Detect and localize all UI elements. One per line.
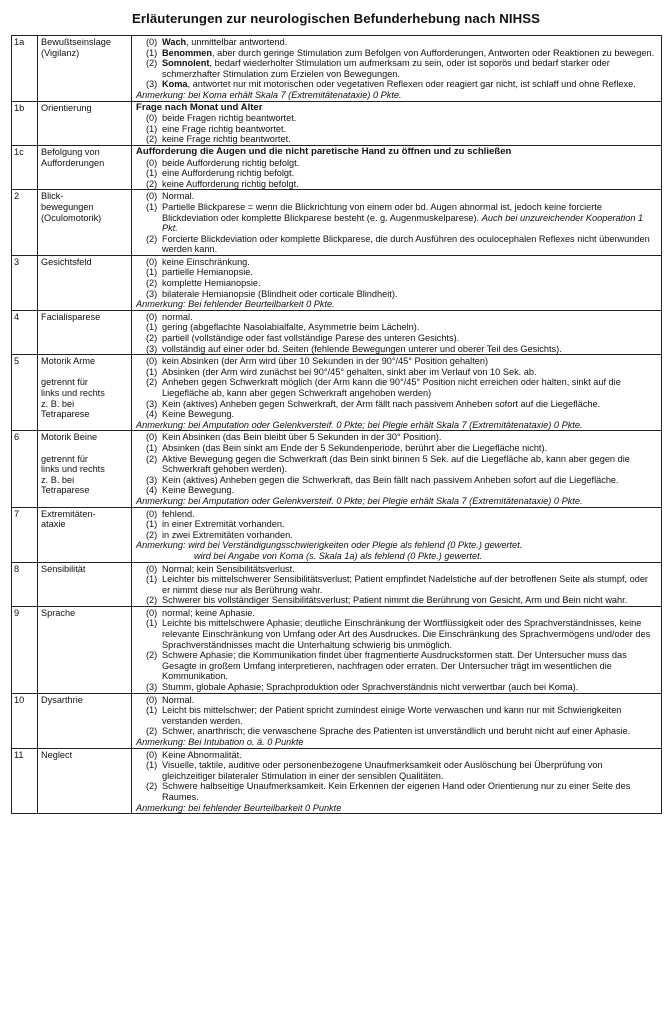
score-code: (2) <box>146 233 158 244</box>
score-code: (3) <box>146 288 158 299</box>
score-option <box>146 409 658 420</box>
score-code: (0) <box>146 191 158 202</box>
label-spacer <box>41 367 128 378</box>
label-line: Motorik Beine <box>41 432 98 443</box>
score-description <box>162 409 658 420</box>
score-description <box>162 443 658 454</box>
score-description <box>162 202 658 234</box>
item-content <box>132 431 662 507</box>
score-text: vollständig auf einer oder bd. Seiten (fehlende Bewegungen unterer und oberer Teil des Gesichts). <box>162 343 562 354</box>
score-text: Schwerer bis vollständiger Sensibilitätsverlust; Patient nimmt die Berührung von Gesicht, Arm und Bein nicht wahr. <box>162 595 628 606</box>
score-option <box>146 367 658 378</box>
score-keyword: Benommen <box>162 47 213 58</box>
score-code: (2) <box>146 58 158 69</box>
item-number: 10 <box>12 693 38 748</box>
score-code: (2) <box>146 529 158 540</box>
score-code: (3) <box>146 79 158 90</box>
score-text: keine Aufforderung richtig befolgt. <box>162 178 299 189</box>
item-number: 2 <box>12 190 38 256</box>
score-text: normal. <box>162 311 193 322</box>
score-text: , bedarf wiederholter Stimulation um aufmerksam zu sein, oder ist soporös und bedarf starker oder schmerzhafter Stimulation zum Erzielen von Bewegungen. <box>162 58 610 79</box>
item-content <box>132 145 662 189</box>
score-text: beide Aufforderung richtig befolgt. <box>162 157 300 168</box>
score-code: (2) <box>146 178 158 189</box>
score-option <box>146 191 658 202</box>
score-description <box>162 257 658 268</box>
score-text: fehlend. <box>162 508 195 519</box>
score-description <box>162 37 658 48</box>
score-text: Schwer, anarthrisch; die verwaschene Sprache des Patienten ist unverständlich und beruht nicht auf einer Aphasie. <box>162 726 631 737</box>
score-code: (2) <box>146 453 158 464</box>
score-text: Leichter bis mittelschwerer Sensibilitätsverlust; Patient empfindet Nadelstiche auf der betroffenen Seite als stumpf, oder er nimmt diese nur als Berührung wahr. <box>162 574 648 595</box>
score-description <box>162 168 658 179</box>
score-code: (1) <box>146 705 158 716</box>
score-code: (0) <box>146 563 158 574</box>
score-description <box>162 377 658 398</box>
score-code: (4) <box>146 409 158 420</box>
score-code: (3) <box>146 343 158 354</box>
label-line: Dysarthrie <box>41 694 83 705</box>
table-row <box>12 693 662 748</box>
score-option <box>146 158 658 169</box>
score-description <box>162 113 658 124</box>
score-text: eine Aufforderung richtig befolgt. <box>162 168 295 179</box>
score-description <box>162 158 658 169</box>
label-line: getrennt für <box>41 453 88 464</box>
score-code: (0) <box>146 311 158 322</box>
score-option <box>146 113 658 124</box>
item-content <box>132 255 662 310</box>
score-text: bilaterale Hemianopsie (Blindheit oder corticale Blindheit). <box>162 288 398 299</box>
score-description <box>162 312 658 323</box>
score-option <box>146 760 658 781</box>
item-label <box>38 101 132 145</box>
score-code: (2) <box>146 333 158 344</box>
score-option <box>146 608 658 619</box>
score-keyword: Koma <box>162 79 188 90</box>
table-row <box>12 431 662 507</box>
score-description <box>162 781 658 802</box>
label-line: Aufforderungen <box>41 157 105 168</box>
label-line: Orientierung <box>41 102 92 113</box>
score-code: (3) <box>146 682 158 693</box>
score-description <box>162 519 658 530</box>
score-keyword: Somnolent <box>162 58 210 69</box>
score-text: Normal; kein Sensibilitätsverlust. <box>162 563 295 574</box>
table-row <box>12 36 662 102</box>
score-code: (1) <box>146 519 158 530</box>
score-text: in einer Extremität vorhanden. <box>162 519 285 530</box>
score-option <box>146 344 658 355</box>
score-description <box>162 650 658 682</box>
score-description <box>162 356 658 367</box>
table-row <box>12 255 662 310</box>
label-line: (Oculomotorik) <box>41 212 102 223</box>
table-row <box>12 606 662 693</box>
score-option <box>146 322 658 333</box>
annotation-note: Anmerkung: Bei fehlender Beurteilbarkeit 0 Pkte. <box>136 299 335 310</box>
score-code: (0) <box>146 749 158 760</box>
score-code: (2) <box>146 134 158 145</box>
score-text: Kein Absinken (das Bein bleibt über 5 Sekunden in der 30° Position). <box>162 432 442 443</box>
score-description <box>162 574 658 595</box>
score-description <box>162 726 658 737</box>
label-line: ataxie <box>41 519 66 530</box>
item-label <box>38 190 132 256</box>
score-code: (1) <box>146 322 158 333</box>
item-content <box>132 693 662 748</box>
score-code: (0) <box>146 113 158 124</box>
score-option <box>146 750 658 761</box>
table-row <box>12 310 662 354</box>
label-line: (Vigilanz) <box>41 47 80 58</box>
score-description <box>162 564 658 575</box>
score-text: keine Einschränkung. <box>162 256 250 267</box>
item-label <box>38 145 132 189</box>
score-description <box>162 322 658 333</box>
score-text: , antwortet nur mit motorischen oder vegetativen Reflexen oder reagiert gar nicht, ist schlaff und ohne Reflexe. <box>187 79 636 90</box>
label-line: Blick- <box>41 191 64 202</box>
item-content <box>132 562 662 606</box>
score-code: (4) <box>146 485 158 496</box>
item-number: 11 <box>12 748 38 814</box>
nihss-table <box>11 35 662 814</box>
item-number: 1c <box>12 145 38 189</box>
score-code: (0) <box>146 37 158 47</box>
score-description <box>162 695 658 706</box>
item-label <box>38 355 132 431</box>
score-code: (0) <box>146 256 158 267</box>
item-content <box>132 355 662 431</box>
label-line: Tetraparese <box>41 409 90 420</box>
score-text: , aber durch geringe Stimulation zum Befolgen von Aufforderungen, Antworten oder Reaktionen zu bewegen. <box>212 47 655 58</box>
score-description <box>162 191 658 202</box>
annotation-note: Anmerkung: Bei Intubation o. ä. 0 Punkte <box>136 737 304 747</box>
score-code: (1) <box>146 201 158 212</box>
score-description <box>162 289 658 300</box>
score-text: keine Frage richtig beantwortet. <box>162 134 291 145</box>
item-number: 1a <box>12 36 38 102</box>
score-option <box>146 595 658 606</box>
score-text: komplette Hemianopsie. <box>162 278 261 289</box>
item-label <box>38 748 132 814</box>
score-description <box>162 475 658 486</box>
score-code: (1) <box>146 267 158 278</box>
score-text: Leicht bis mittelschwer; der Patient spricht zumindest einige Worte verwaschen und kann nur mit Schwierigkeiten verstanden werden. <box>162 705 622 726</box>
score-text: eine Frage richtig beantwortet. <box>162 123 287 134</box>
score-text: Keine Bewegung. <box>162 409 235 420</box>
item-content <box>132 36 662 102</box>
annotation-note: Anmerkung: bei Koma erhält Skala 7 (Extremitätenataxie) 0 Pkte. <box>136 89 402 100</box>
score-text: Visuelle, taktile, auditive oder personenbezogene Unaufmerksamkeit oder Auslöschung bei Überprüfung von gleichzeitiger bilateraler Stimulation in einer der sensiblen Qualitäten. <box>162 760 603 781</box>
score-option <box>146 475 658 486</box>
score-option <box>146 377 658 398</box>
score-option <box>146 234 658 255</box>
score-option <box>146 695 658 706</box>
annotation-note: Anmerkung: bei Amputation oder Gelenkversteif. 0 Pkte; bei Plegie erhält Skala 7 (Extremitätenataxie) 0 Pkte. <box>136 495 583 506</box>
item-number: 3 <box>12 255 38 310</box>
score-option <box>146 37 658 48</box>
score-option <box>146 356 658 367</box>
score-code: (3) <box>146 474 158 485</box>
score-code: (0) <box>146 694 158 705</box>
score-text: Normal. <box>162 191 195 202</box>
score-option <box>146 432 658 443</box>
label-line: z. B. bei <box>41 474 75 485</box>
score-description <box>162 79 658 90</box>
score-description <box>162 278 658 289</box>
score-text: kein Absinken (der Arm wird über 10 Sekunden in der 90°/45° Position gehalten) <box>162 356 489 367</box>
score-code: (2) <box>146 377 158 388</box>
score-text: Kein (aktives) Anheben gegen Schwerkraft, der Arm fällt nach passivem Anheben sofort auf die Liegefläche. <box>162 398 601 409</box>
score-text: gering (abgeflachte Nasolabialfalte, Asymmetrie beim Lächeln). <box>162 322 420 333</box>
score-text: Kein (aktives) Anheben gegen die Schwerkraft, das Bein fällt nach passivem Anheben sofort auf die Liegefläche. <box>162 474 619 485</box>
score-description <box>162 124 658 135</box>
label-line: Extremitäten- <box>41 508 96 519</box>
score-code: (1) <box>146 47 158 58</box>
score-text: , unmittelbar antwortend. <box>186 37 288 47</box>
annotation-note: Anmerkung: wird bei Verständigungsschwierigkeiten oder Plegie als fehlend (0 Pkte.) gewertet. <box>136 540 523 551</box>
page-title: Erläuterungen zur neurologischen Befunderhebung nach NIHSS <box>131 11 541 26</box>
score-keyword: Wach <box>162 37 187 47</box>
score-option <box>146 574 658 595</box>
score-description <box>162 509 658 520</box>
label-line: Gesichtsfeld <box>41 256 92 267</box>
score-code: (1) <box>146 123 158 134</box>
score-code: (2) <box>146 278 158 289</box>
item-content <box>132 748 662 814</box>
item-number: 5 <box>12 355 38 431</box>
score-option <box>146 58 658 79</box>
label-line: bewegungen <box>41 201 94 212</box>
label-line: Sensibilität <box>41 563 86 574</box>
label-line: links und rechts <box>41 464 105 475</box>
score-description <box>162 234 658 255</box>
item-content <box>132 101 662 145</box>
table-row <box>12 145 662 189</box>
table-row <box>12 355 662 431</box>
item-label <box>38 36 132 102</box>
item-number: 7 <box>12 507 38 562</box>
score-description <box>162 608 658 619</box>
score-description <box>162 595 658 606</box>
score-option <box>146 289 658 300</box>
label-line: Facialisparese <box>41 311 101 322</box>
score-code: (1) <box>146 760 158 771</box>
item-label <box>38 693 132 748</box>
score-option <box>146 333 658 344</box>
score-text: partiell (vollständige oder fast vollständige Parese des unteren Gesichts). <box>162 333 460 344</box>
score-text: Partielle Blickparese = wenn die Blickrichtung von einem oder bd. Augen abnormal ist, jedoch keine forcierte Blickdeviation oder komplette Blickparese besteht (e. g. Augenmuskelparese). <box>162 201 602 223</box>
score-text: Aktive Bewegung gegen die Schwerkraft (das Bein sinkt binnen 5 Sek. auf die Liegefläche ab, kann aber gegen die Schwerkraft gehoben werden). <box>162 453 630 475</box>
score-option <box>146 48 658 59</box>
label-line: getrennt für <box>41 377 88 388</box>
label-line: Motorik Arme <box>41 356 96 367</box>
score-description <box>162 58 658 79</box>
score-option <box>146 124 658 135</box>
score-description <box>162 760 658 781</box>
score-text: Leichte bis mittelschwere Aphasie; deutliche Einschränkung der Wortflüssigkeit oder des Sprachverständnisses, keine relevante Einschränkung von Umfang oder Art des Ausdruckes. Die Einschränkung des Sprachvermögens und/oder des Sprachverständnisses macht die Unterhaltung schwierig bis unmöglich. <box>162 618 651 650</box>
score-code: (1) <box>146 618 158 629</box>
item-content <box>132 310 662 354</box>
score-option <box>146 509 658 520</box>
score-option <box>146 168 658 179</box>
item-content <box>132 507 662 562</box>
item-number: 9 <box>12 606 38 693</box>
score-option <box>146 485 658 496</box>
score-option <box>146 726 658 737</box>
score-description <box>162 750 658 761</box>
score-option <box>146 79 658 90</box>
score-option <box>146 530 658 541</box>
table-row <box>12 507 662 562</box>
score-code: (1) <box>146 442 158 453</box>
score-description <box>162 367 658 378</box>
score-text: Stumm, globale Aphasie; Sprachproduktion oder Sprachverständnis nicht verwertbar (auch bei Koma). <box>162 682 579 693</box>
score-text: Keine Bewegung. <box>162 485 235 496</box>
score-code: (2) <box>146 595 158 606</box>
item-number: 4 <box>12 310 38 354</box>
item-label <box>38 431 132 507</box>
table-row <box>12 101 662 145</box>
score-description <box>162 333 658 344</box>
score-description <box>162 432 658 443</box>
score-code: (1) <box>146 574 158 585</box>
score-description <box>162 179 658 190</box>
score-option <box>146 519 658 530</box>
score-description <box>162 134 658 145</box>
annotation-note: wird bei Angabe von Koma (s. Skala 1a) als fehlend (0 Pkte.) gewertet. <box>194 550 483 561</box>
score-code: (2) <box>146 781 158 792</box>
score-inline-note: Auch bei unzureichender Kooperation 1 Pkt. <box>162 212 644 234</box>
score-code: (1) <box>146 366 158 377</box>
item-number: 1b <box>12 101 38 145</box>
score-option <box>146 618 658 650</box>
label-line: z. B. bei <box>41 398 75 409</box>
score-option <box>146 682 658 693</box>
score-code: (0) <box>146 157 158 168</box>
item-label <box>38 310 132 354</box>
score-description <box>162 618 658 650</box>
score-option <box>146 443 658 454</box>
item-content <box>132 190 662 256</box>
item-number: 6 <box>12 431 38 507</box>
item-label <box>38 562 132 606</box>
score-text: Forcierte Blickdeviation oder komplette Blickparese, die durch Ausführen des oculocephalen Reflexes nicht überwunden werden kann. <box>162 233 650 255</box>
table-row <box>12 748 662 814</box>
score-text: Absinken (das Bein sinkt am Ende der 5 Sekundenperiode, berührt aber die Liegefläche nicht). <box>162 442 548 453</box>
item-number: 8 <box>12 562 38 606</box>
item-label <box>38 507 132 562</box>
score-code: (2) <box>146 650 158 661</box>
annotation-note: Anmerkung: bei Amputation oder Gelenkversteif. 0 Pkte; bei Plegie erhält Skala 7 (Extremitätenataxie) 0 Pkte. <box>136 419 583 430</box>
score-option <box>146 454 658 475</box>
score-description <box>162 705 658 726</box>
table-row <box>12 562 662 606</box>
table-row <box>12 190 662 256</box>
score-option <box>146 312 658 323</box>
score-description <box>162 399 658 410</box>
score-description <box>162 682 658 693</box>
score-option <box>146 705 658 726</box>
score-code: (0) <box>146 508 158 519</box>
score-text: partielle Hemianopsie. <box>162 267 253 278</box>
label-line: Befolgung von <box>41 146 100 157</box>
score-text: Anheben gegen Schwerkraft möglich (der Arm kann die 90°/45° Position nicht erreichen oder halten, sinkt auf die Liegefläche ab, kann aber gegen Schwerkraft angehoben werden) <box>162 377 621 398</box>
section-header: Frage nach Monat und Alter <box>136 101 263 113</box>
score-description <box>162 267 658 278</box>
annotation-note: Anmerkung: bei fehlender Beurteilbarkeit 0 Punkte <box>136 802 342 813</box>
label-line: Neglect <box>41 749 73 760</box>
score-description <box>162 344 658 355</box>
score-description <box>162 530 658 541</box>
score-option <box>146 781 658 802</box>
score-code: (2) <box>146 726 158 737</box>
score-text: Keine Abnormalität. <box>162 749 242 760</box>
score-option <box>146 257 658 268</box>
score-code: (1) <box>146 168 158 179</box>
score-option <box>146 564 658 575</box>
item-label <box>38 606 132 693</box>
item-content <box>132 606 662 693</box>
score-text: normal; keine Aphasie. <box>162 607 255 618</box>
score-option <box>146 179 658 190</box>
nihss-table-body <box>12 36 662 814</box>
score-code: (0) <box>146 432 158 443</box>
score-text: beide Fragen richtig beantwortet. <box>162 113 297 124</box>
label-spacer <box>41 443 128 454</box>
section-header: Aufforderung die Augen und die nicht paretische Hand zu öffnen und zu schließen <box>136 145 512 157</box>
score-option <box>146 267 658 278</box>
score-text: Schwere halbseitige Unaufmerksamkeit. Kein Erkennen der eigenen Hand oder Orientierung nur zu einer Seite des Raumes. <box>162 781 631 802</box>
item-label <box>38 255 132 310</box>
score-option <box>146 278 658 289</box>
label-line: links und rechts <box>41 388 105 398</box>
score-code: (0) <box>146 356 158 367</box>
score-option <box>146 399 658 410</box>
score-option <box>146 202 658 234</box>
score-code: (3) <box>146 398 158 409</box>
score-description <box>162 48 658 59</box>
score-text: Schwere Aphasie; die Kommunikation findet über fragmentierte Ausdrucksformen statt. Der Untersucher muss das Gesagte in großem Umfang interpretieren, nachfragen oder erraten. Der Untersucher trägt im wesentlichen die Kommunikation. <box>162 650 627 682</box>
score-description <box>162 454 658 475</box>
score-description <box>162 485 658 496</box>
label-line: Bewußtseinslage <box>41 37 111 47</box>
score-code: (0) <box>146 607 158 618</box>
score-text: Absinken (der Arm wird zunächst bei 90°/45° gehalten, sinkt aber im Verlauf von 10 Sek. ab. <box>162 366 537 377</box>
score-text: Normal. <box>162 694 195 705</box>
label-line: Sprache <box>41 607 76 618</box>
score-option <box>146 650 658 682</box>
score-text: in zwei Extremitäten vorhanden. <box>162 529 293 540</box>
label-line: Tetraparese <box>41 485 90 496</box>
score-option <box>146 134 658 145</box>
